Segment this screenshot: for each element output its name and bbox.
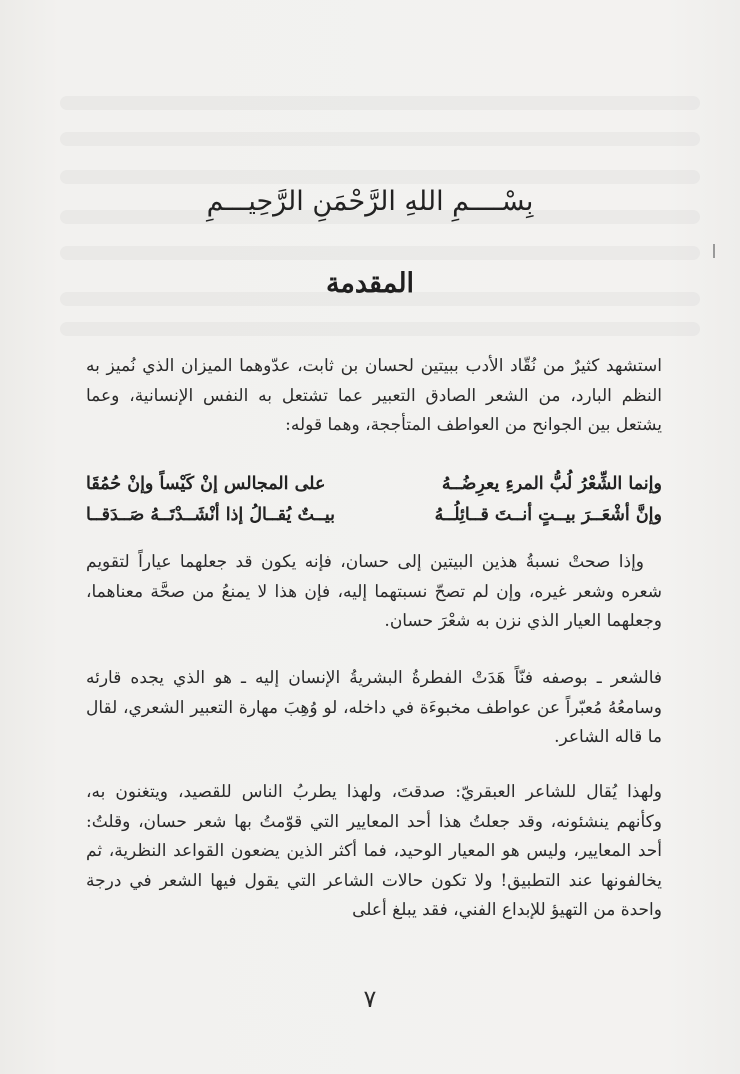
- verse-line: [86, 505, 662, 535]
- verse-second-hemistich: على المجالس إنْ كَيْساً وإنْ حُمُقَا: [86, 474, 326, 494]
- verse-second-hemistich: بيــتٌ يُقــالُ إذا أنْشَــدْتَــهُ صَــدَقــا: [86, 505, 336, 525]
- bleed-through-text: [60, 246, 700, 260]
- margin-mark: [713, 244, 715, 258]
- verse-line: [86, 474, 662, 504]
- bleed-through-text: [60, 322, 700, 336]
- paragraph-poetry-definition: فالشعر ـ بوصفه فنّاً هَدَتْ الفطرةُ البشريةُ الإنسان إليه ـ هو الذي يجده قارئه وسامعُهُ مُعبّراً عن عواطف مخبوءَة في داخله، لو وُهِبَ مهارة التعبير الشعري، لقال ما قاله الشاعر.: [86, 668, 662, 747]
- bleed-through-text: [60, 170, 700, 184]
- paragraph-criteria: ولهذا يُقال للشاعر العبقريّ: صدقتَ، ولهذا يطربُ الناس للقصيد، ويتغنون به، وكأنهم ينشئونه، وقد جعلتُ هذا أحد المعايير التي قوّمتُ بها شعر حسان، وقلتُ: أحد المعايير، وليس هو المعيار الوحيد، فما أكثر الذين يضعون القواعد النظرية، ثم يخالفونها عند التطبيق! ولا تكون حالات الشاعر التي يقول فيها الشعر في درجة واحدة من التهيؤ للإبداع الفني، فقد يبلغ أعلى: [86, 782, 662, 920]
- bleed-through-text: [60, 132, 700, 146]
- paragraph-attribution: وإذا صحتْ نسبةُ هذين البيتين إلى حسان، فإنه يكون قد جعلهما عياراً لتقويم شعره وشعر غيره، وإن لم تصحّ نسبتهما إليه، فإن هذا لا يمنعُ من صحَّة معناهما، وجعلهما العيار الذي نزن به شعْرَ حسان.: [86, 552, 662, 631]
- paragraph-intro: استشهد كثيرٌ من نُقّاد الأدب ببيتين لحسان بن ثابت، عدّوهما الميزان الذي نُميز به النظم البارد، من الشعر الصادق التعبير عما تشتعل به النفس الإنسانية، وعما يشتعل بين الجوانح من العواطف المتأججة، وهما قوله:: [86, 356, 662, 435]
- page-title: المقدمة: [325, 268, 415, 299]
- verse-first-hemistich: وإنَّ أشْعَــرَ بيــتٍ أنــتَ قــائِلُــهُ: [434, 505, 662, 525]
- bismillah: بِسْــــمِ اللهِ الرَّحْمَنِ الرَّحِيـــمِ: [206, 186, 534, 217]
- bleed-through-text: [60, 96, 700, 110]
- verse-first-hemistich: وإنما الشِّعْرُ لُبُّ المرءِ يعرِضُــهُ: [441, 474, 662, 494]
- page-number: ٧: [363, 985, 377, 1013]
